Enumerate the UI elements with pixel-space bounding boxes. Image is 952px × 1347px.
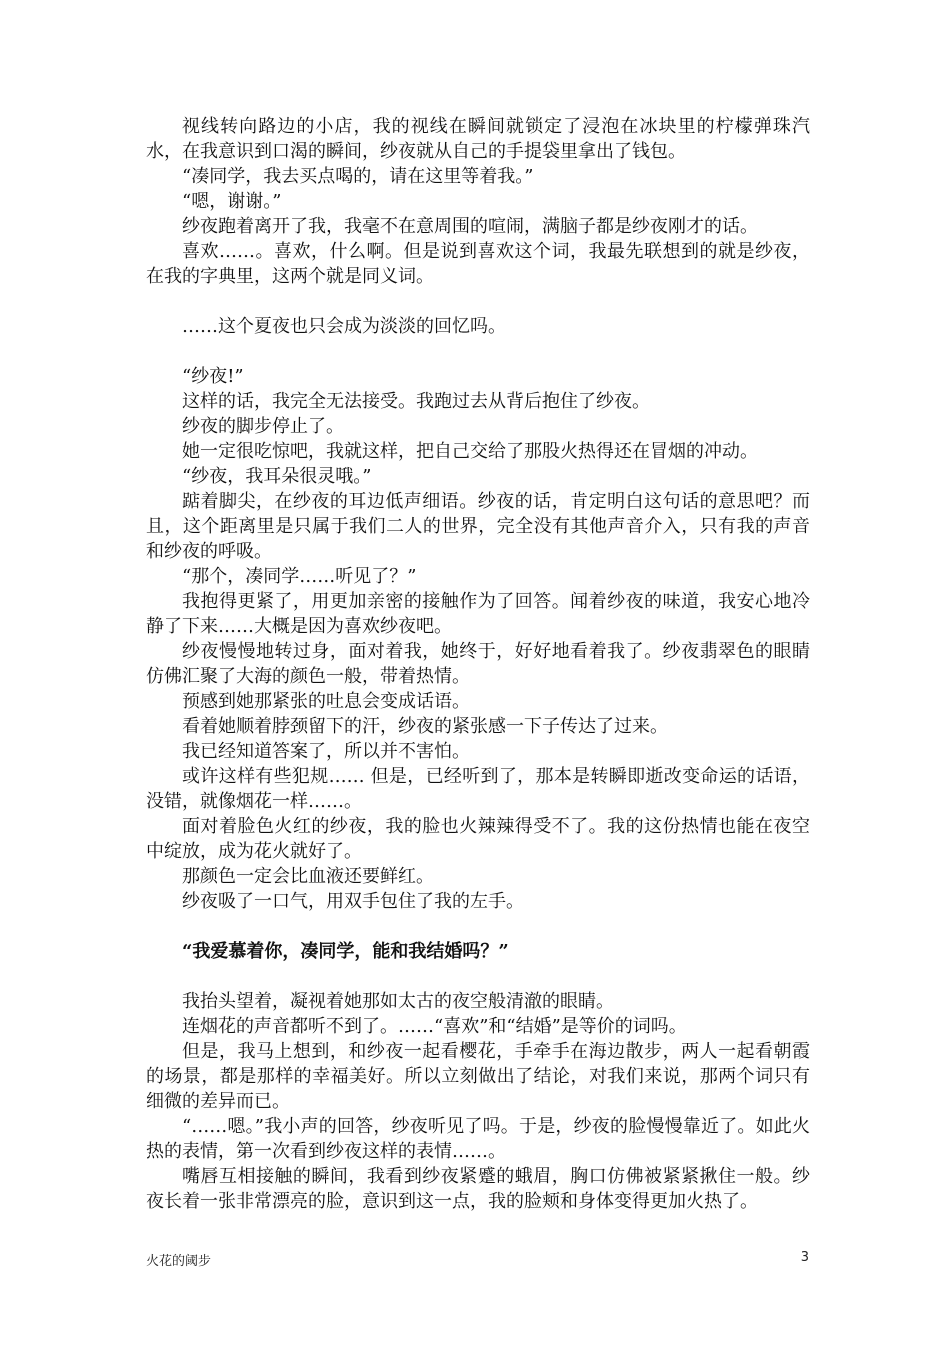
blank-line	[146, 289, 810, 314]
paragraph: 纱夜的脚步停止了。	[182, 416, 344, 437]
paragraph: 嘴唇互相接触的瞬间，我看到纱夜紧蹙的蛾眉，胸口仿佛被紧紧揪住一般。纱夜长着一张非常漂亮的脸，意识到这一点，我的脸颊和身体变得更加火热了。	[146, 1166, 810, 1212]
paragraph: “纱夜，我耳朵很灵哦。”	[182, 466, 372, 487]
paragraph: 我抱得更紧了，用更加亲密的接触作为了回答。闻着纱夜的味道，我安心地冷静了下来……大概是因为喜欢纱夜吧。	[146, 591, 810, 637]
paragraph: 喜欢……。喜欢，什么啊。但是说到喜欢这个词，我最先联想到的就是纱夜，在我的字典里，这两个就是同义词。	[146, 241, 810, 287]
paragraph: 或许这样有些犯规…… 但是，已经听到了，那本是转瞬即逝改变命运的话语，没错，就像烟花一样……。	[146, 766, 810, 812]
paragraph: 预感到她那紧张的吐息会变成话语。	[182, 691, 470, 712]
blank-line	[146, 339, 810, 364]
paragraph: 我已经知道答案了，所以并不害怕。	[182, 741, 470, 762]
paragraph: “……嗯。”我小声的回答，纱夜听见了吗。于是，纱夜的脸慢慢靠近了。如此火热的表情，第一次看到纱夜这样的表情……。	[146, 1116, 810, 1162]
page-number: 3	[800, 1250, 809, 1265]
footer-title: 火花的阈步	[146, 1254, 212, 1269]
paragraph: 连烟花的声音都听不到了。……“喜欢”和“结婚”是等价的词吗。	[182, 1016, 687, 1037]
paragraph: 纱夜吸了一口气，用双手包住了我的左手。	[182, 891, 524, 912]
blank-line	[146, 914, 810, 939]
paragraph: “纱夜!”	[182, 366, 244, 387]
paragraph: 但是，我马上想到，和纱夜一起看樱花，手牵手在海边散步，两人一起看朝霞的场景，都是那样的幸福美好。所以立刻做出了结论，对我们来说，那两个词只有细微的差异而已。	[146, 1041, 810, 1112]
paragraph: ……这个夏夜也只会成为淡淡的回忆吗。	[182, 316, 506, 337]
paragraph: 踮着脚尖，在纱夜的耳边低声细语。纱夜的话，肯定明白这句话的意思吧？而且，这个距离里是只属于我们二人的世界，完全没有其他声音介入，只有我的声音和纱夜的呼吸。	[146, 491, 810, 562]
paragraph: 这样的话，我完全无法接受。我跑过去从背后抱住了纱夜。	[182, 391, 650, 412]
paragraph: “那个，凑同学……听见了？”	[182, 566, 417, 587]
paragraph: “嗯，谢谢。”	[182, 191, 282, 212]
paragraph: 视线转向路边的小店，我的视线在瞬间就锁定了浸泡在冰块里的柠檬弹珠汽水，在我意识到口渴的瞬间，纱夜就从自己的手提袋里拿出了钱包。	[146, 116, 810, 162]
paragraph: 她一定很吃惊吧，我就这样，把自己交给了那股火热得还在冒烟的冲动。	[182, 441, 758, 462]
body-text	[146, 114, 810, 1214]
proposal-line: “我爱慕着你，凑同学，能和我结婚吗？”	[182, 941, 509, 962]
paragraph: 纱夜跑着离开了我，我毫不在意周围的喧闹，满脑子都是纱夜刚才的话。	[182, 216, 758, 237]
paragraph: “凑同学，我去买点喝的，请在这里等着我。”	[182, 166, 534, 187]
paragraph: 那颜色一定会比血液还要鲜红。	[182, 866, 434, 887]
paragraph: 面对着脸色火红的纱夜，我的脸也火辣辣得受不了。我的这份热情也能在夜空中绽放，成为花火就好了。	[146, 816, 810, 862]
blank-line	[146, 964, 810, 989]
paragraph: 看着她顺着脖颈留下的汗，纱夜的紧张感一下子传达了过来。	[182, 716, 668, 737]
paragraph: 纱夜慢慢地转过身，面对着我，她终于，好好地看着我了。纱夜翡翠色的眼睛仿佛汇聚了大海的颜色一般，带着热情。	[146, 641, 810, 687]
paragraph: 我抬头望着，凝视着她那如太古的夜空般清澈的眼睛。	[182, 991, 614, 1012]
